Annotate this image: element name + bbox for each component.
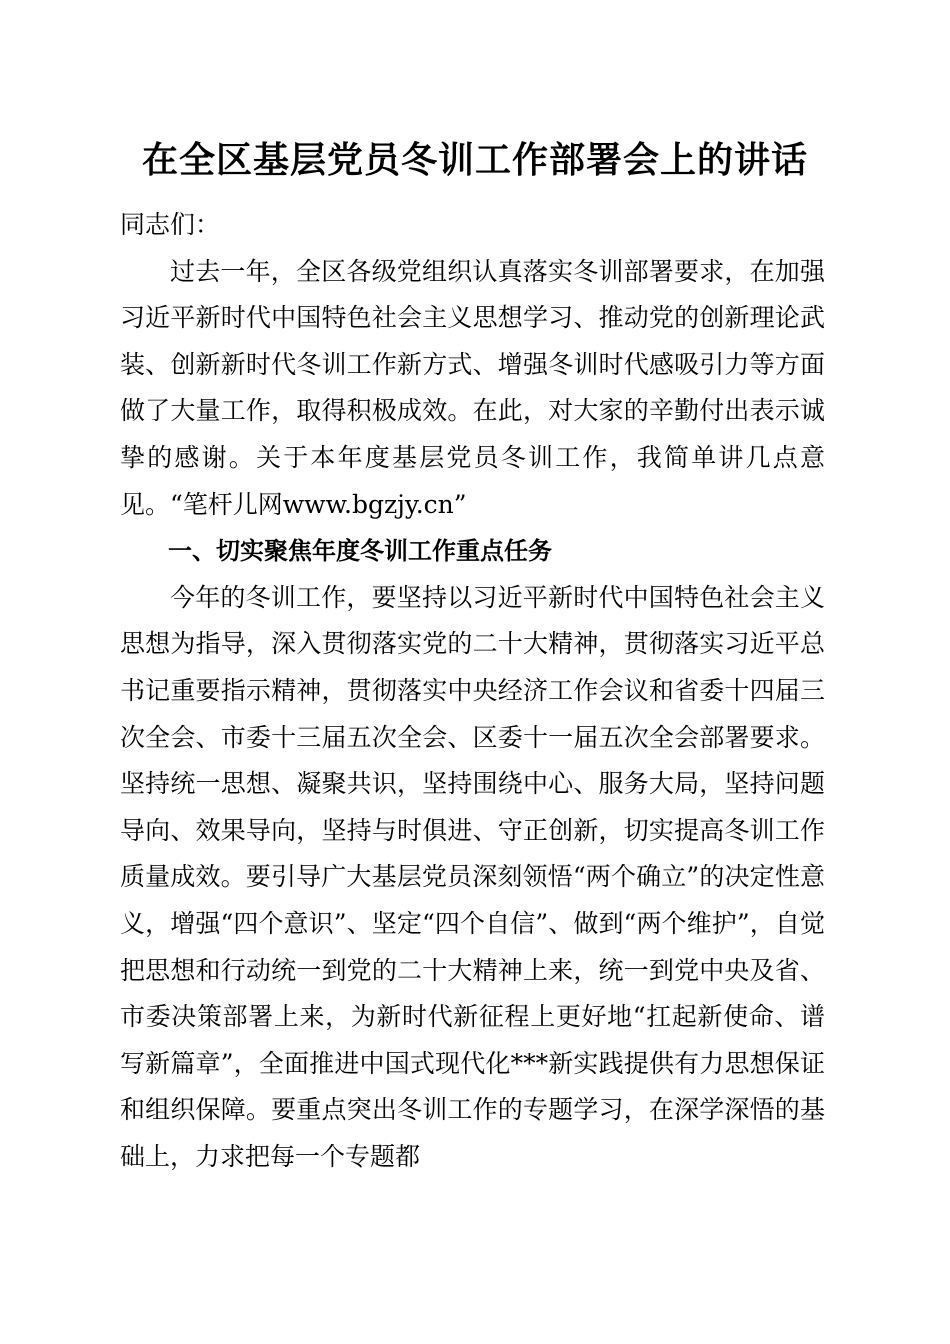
section-heading-1: 一、切实聚焦年度冬训工作重点任务 <box>168 537 552 566</box>
document-title: 在全区基层党员冬训工作部署会上的讲话 <box>141 139 808 181</box>
intro-paragraph: 过去一年，全区各级党组织认真落实冬训部署要求，在加强习近平新时代中国特色社会主义思想学习、推动党的创新理论武装、创新新时代冬训工作新方式、增强冬训时代感吸引力等方面做了大量工作，取得积极成效。在此，对大家的辛勤付出表示诚挚的感谢。关于本年度基层党员冬训工作，我简单讲几点意见。“笔杆儿网www.bgzjy.cn” <box>120 256 825 519</box>
salutation: 同志们： <box>120 210 221 239</box>
document-body <box>120 202 825 1180</box>
section-1-paragraph: 今年的冬训工作，要坚持以习近平新时代中国特色社会主义思想为指导，深入贯彻落实党的二十大精神，贯彻落实习近平总书记重要指示精神，贯彻落实中央经济工作会议和省委十四届三次全会、市委十三届五次全会、区委十一届五次全会部署要求。坚持统一思想、凝聚共识，坚持围绕中心、服务大局，坚持问题导向、效果导向，坚持与时俱进、守正创新，切实提高冬训工作质量成效。要引导广大基层党员深刻领悟“两个确立”的决定性意义，增强“四个意识”、坚定“四个自信”、做到“两个维护”，自觉把思想和行动统一到党的二十大精神上来，统一到党中央及省、市委决策部署上来，为新时代新征程上更好地“扛起新使命、谱写新篇章”，全面推进中国式现代化***新实践提供有力思想保证和组织保障。要重点突出冬训工作的专题学习，在深学深悟的基础上，力求把每一个专题都 <box>120 582 825 1171</box>
